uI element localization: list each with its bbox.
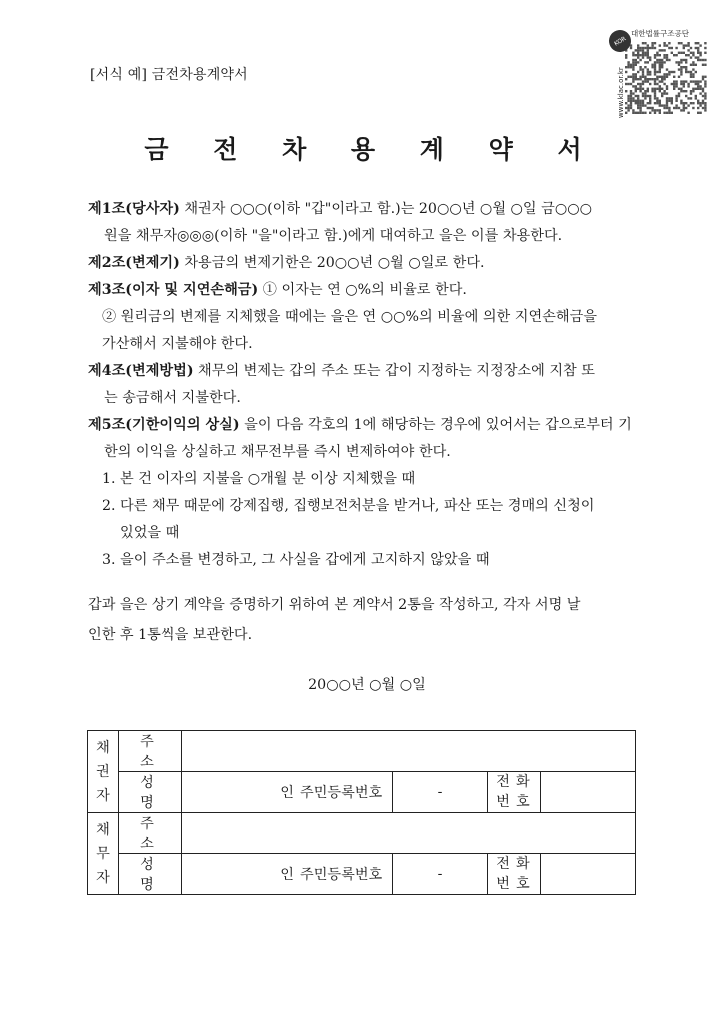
article-heading: 제3조(이자 및 지연손해금): [88, 282, 259, 298]
article-text: 한의 이익을 상실하고 채무전부를 즉시 변제하여야 한다.: [104, 444, 451, 460]
debtor-label-char: 채: [96, 821, 110, 838]
phone-label-line: 번호: [496, 794, 536, 810]
phone-label: [488, 854, 541, 895]
phone-label-line: 번호: [496, 876, 536, 892]
article-text: 채무의 변제는 갑의 주소 또는 갑이 지정하는 지정장소에 지참 또: [198, 363, 595, 379]
contract-body: [88, 196, 640, 574]
address-label: 주소: [119, 813, 182, 854]
closing-line: 갑과 을은 상기 계약을 증명하기 위하여 본 계약서 2통을 작성하고, 각자 서명 날: [88, 597, 581, 613]
article-heading: 제4조(변제방법): [88, 363, 194, 379]
phone-label: [488, 772, 541, 813]
article-text: 차용금의 변제기한은 20○○년 ○월 ○일로 한다.: [184, 255, 485, 271]
article-heading: 제5조(기한이익의 상실): [88, 417, 240, 433]
debtor-label: [88, 813, 119, 895]
article-text: ① 이자는 연 ○%의 비율로 한다.: [262, 282, 467, 298]
klac-logo: [607, 24, 709, 118]
debtor-label-char: 무: [96, 845, 110, 862]
article-text: 는 송금해서 지불한다.: [104, 390, 241, 406]
list-item: 2. 다른 채무 때문에 강제집행, 집행보전처분을 받거나, 파산 또는 경매의 신청이: [102, 498, 595, 514]
article-text: 을이 다음 각호의 1에 해당하는 경우에 있어서는 갑으로부터 기: [244, 417, 632, 433]
phone-label-line: 전화: [496, 774, 536, 790]
klac-badge-icon: KOR: [605, 26, 635, 56]
article-heading: 제1조(당사자): [88, 201, 180, 217]
article-text: ② 원리금의 변제를 지체했을 때에는 을은 연 ○○%의 비율에 의한 지연손해금을: [102, 309, 597, 325]
article-5: [88, 412, 640, 574]
reg-number-field[interactable]: -: [393, 772, 488, 813]
qr-code-icon: [625, 40, 709, 114]
creditor-phone-field[interactable]: [541, 772, 636, 813]
contract-date: 20○○년 ○월 ○일: [308, 677, 426, 693]
seal-mark: 인: [182, 772, 299, 813]
name-label: 성명: [119, 854, 182, 895]
reg-number-label: 주민등록번호: [298, 772, 393, 813]
list-item: 1. 본 건 이자의 지불을 ○개월 분 이상 지체했을 때: [102, 471, 416, 487]
logo-org-name: 대한법률구조공단: [631, 29, 689, 38]
reg-number-field[interactable]: -: [393, 854, 488, 895]
article-text: 원을 채무자◎◎◎(이하 "을"이라고 함.)에게 대여하고 을은 이를 차용한다.: [104, 228, 563, 244]
closing-statement: [88, 590, 640, 650]
parties-table: [87, 730, 636, 895]
form-label: [서식 예] 금전차용계약서: [90, 67, 248, 83]
list-item: 3. 을이 주소를 변경하고, 그 사실을 갑에게 고지하지 않았을 때: [102, 552, 490, 568]
article-text: 가산해서 지불해야 한다.: [102, 336, 253, 352]
article-text: 채권자 ○○○(이하 "갑"이라고 함.)는 20○○년 ○월 ○일 금○○○: [184, 201, 592, 217]
article-4: [88, 358, 640, 412]
debtor-phone-field[interactable]: [541, 854, 636, 895]
name-label: 성명: [119, 772, 182, 813]
address-label: 주소: [119, 731, 182, 772]
seal-mark: 인: [182, 854, 299, 895]
logo-url: www.klac.or.kr: [617, 67, 625, 118]
closing-line: 인한 후 1통씩을 보관한다.: [88, 627, 253, 643]
article-3: [88, 277, 640, 358]
article-1: [88, 196, 640, 250]
creditor-label: [88, 731, 119, 813]
phone-label-line: 전화: [496, 856, 536, 872]
creditor-address-field[interactable]: [182, 731, 636, 772]
debtor-label-char: 자: [96, 869, 110, 886]
document-title: 금 전 차 용 계 약 서: [144, 135, 600, 164]
creditor-label-char: 채: [96, 739, 110, 756]
creditor-label-char: 권: [96, 763, 110, 780]
reg-number-label: 주민등록번호: [298, 854, 393, 895]
list-item: 있었을 때: [120, 525, 180, 541]
article-2: [88, 250, 640, 277]
creditor-label-char: 자: [96, 787, 110, 804]
article-heading: 제2조(변제기): [88, 255, 180, 271]
debtor-address-field[interactable]: [182, 813, 636, 854]
